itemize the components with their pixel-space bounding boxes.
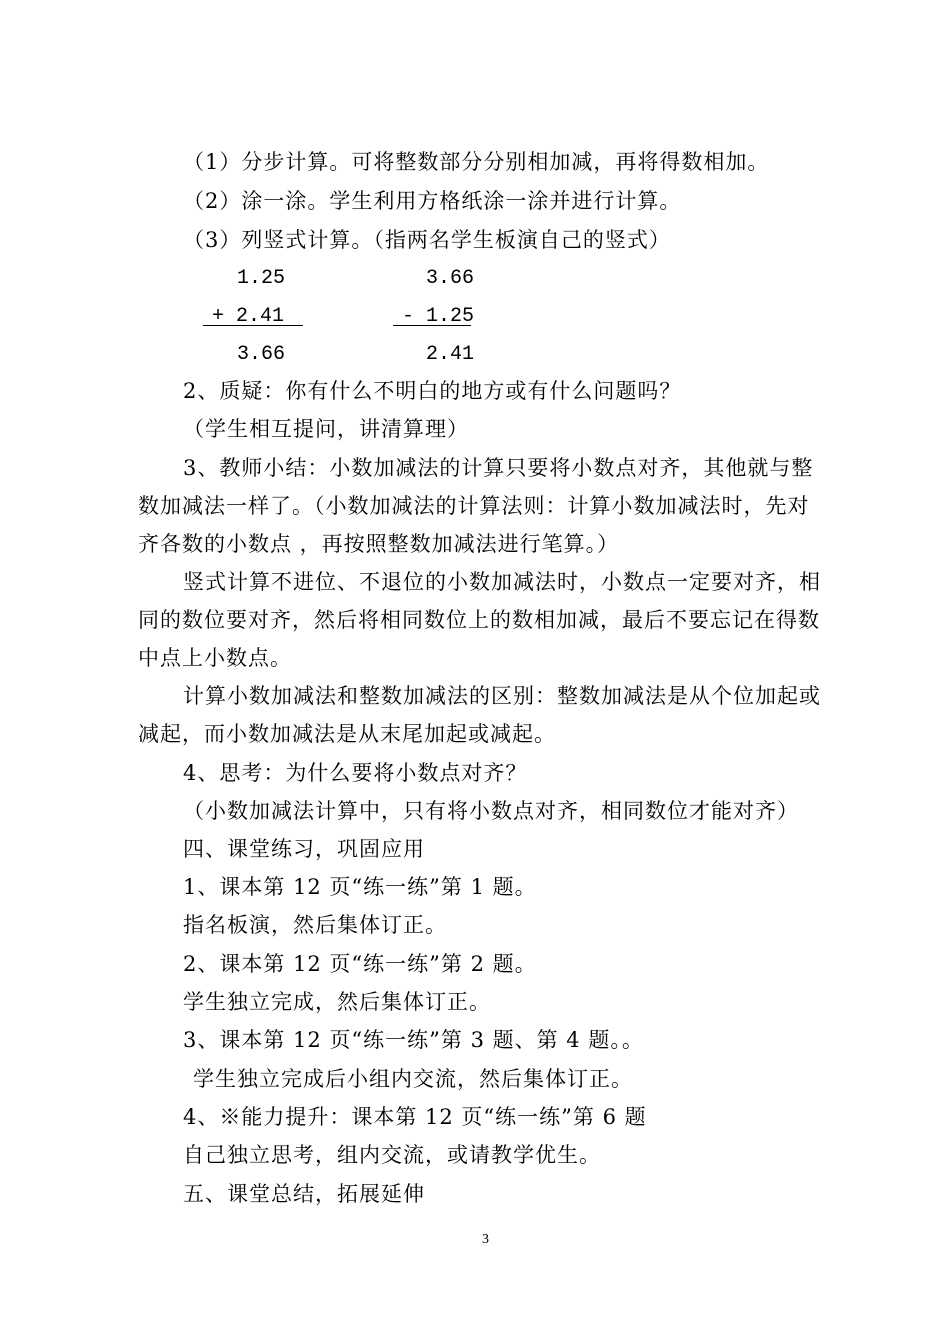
summary-line: 3、教师小结：小数加减法的计算只要将小数点对齐，其他就与整 (183, 456, 814, 480)
step1-text: （1）分步计算。可将整数部分分别相加减，再将得数相加。 (183, 150, 770, 174)
exercise1: 1、课本第 12 页“练一练”第 1 题。 (183, 875, 537, 899)
subtraction-operand: - 1.25 (402, 305, 475, 328)
addition-result-rule (203, 325, 303, 326)
subtraction-result: 2.41 (426, 343, 475, 366)
vertical-calc-line: 竖式计算不进位、不退位的小数加减法时，小数点一定要对齐，相 (183, 570, 821, 594)
page-number: 3 (482, 1232, 489, 1247)
question-heading: 2、质疑：你有什么不明白的地方或有什么问题吗？ (183, 379, 682, 403)
exercise1-note: 指名板演，然后集体订正。 (183, 913, 447, 937)
exercise4-note: 自己独立思考，组内交流，或请教学优生。 (183, 1143, 601, 1167)
vertical-calc-line: 中点上小数点。 (138, 646, 292, 670)
summary-line: 数加减法一样了。（小数加减法的计算法则：计算小数加减法时，先对 (138, 494, 810, 518)
exercise2: 2、课本第 12 页“练一练”第 2 题。 (183, 952, 537, 976)
addition-operand: + 2.41 (212, 305, 285, 328)
section4-title: 四、课堂练习，巩固应用 (183, 837, 425, 861)
exercise4: 4、※能力提升：课本第 12 页“练一练”第 6 题 (183, 1105, 647, 1129)
difference-line: 计算小数加减法和整数加减法的区别：整数加减法是从个位加起或 (183, 684, 821, 708)
question-note: （学生相互提问，讲清算理） (183, 417, 469, 441)
think-heading: 4、思考：为什么要将小数点对齐？ (183, 761, 528, 785)
think-note: （小数加减法计算中，只有将小数点对齐，相同数位才能对齐） (183, 799, 799, 823)
exercise2-note: 学生独立完成，然后集体订正。 (183, 990, 491, 1014)
subtraction-top-number: 3.66 (426, 267, 475, 290)
section5-title: 五、课堂总结，拓展延伸 (183, 1182, 425, 1206)
subtraction-result-rule (393, 325, 471, 326)
difference-line: 减起，而小数加减法是从末尾加起或减起。 (138, 722, 556, 746)
exercise3: 3、课本第 12 页“练一练”第 3 题、第 4 题。。 (183, 1028, 644, 1052)
addition-result: 3.66 (237, 343, 286, 366)
vertical-calc-line: 同的数位要对齐，然后将相同数位上的数相加减，最后不要忘记在得数 (138, 608, 820, 632)
summary-line: 齐各数的小数点 ，再按照整数加减法进行笔算。） (138, 532, 620, 556)
exercise3-note: 学生独立完成后小组内交流，然后集体订正。 (193, 1067, 633, 1091)
addition-top-number: 1.25 (237, 267, 286, 290)
step2-text: （2）涂一涂。学生利用方格纸涂一涂并进行计算。 (183, 189, 682, 213)
step3-text: （3）列竖式计算。（指两名学生板演自己的竖式） (183, 228, 671, 252)
